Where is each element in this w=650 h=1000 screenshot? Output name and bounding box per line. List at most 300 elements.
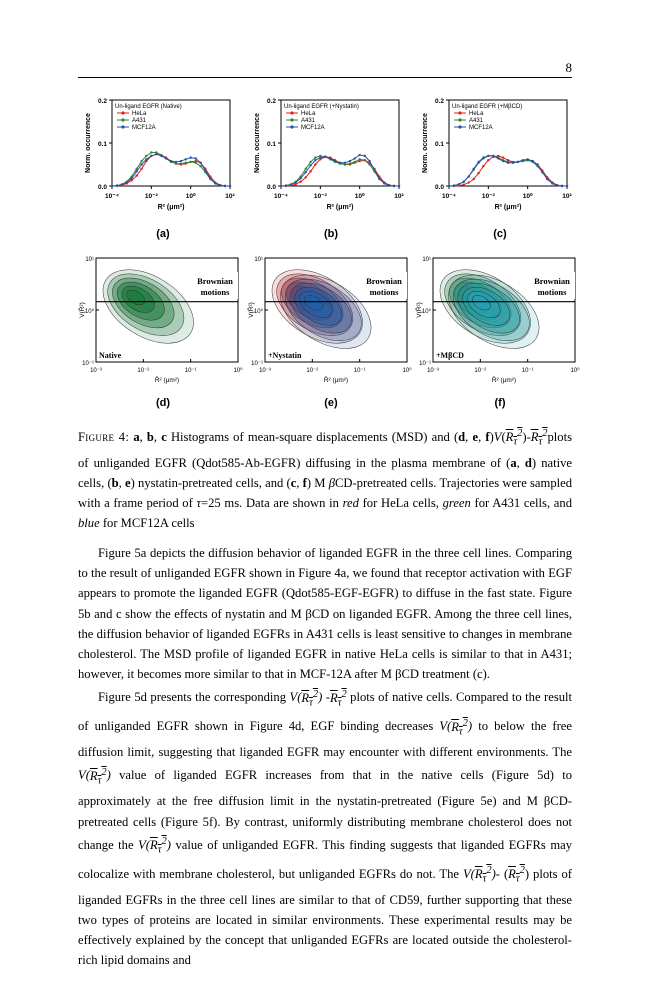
- y-tick-label: 0.1: [266, 141, 276, 148]
- data-point-MCF12A: [339, 162, 341, 164]
- region-label: motions: [200, 287, 230, 297]
- y-tick-label: 10⁰: [84, 309, 94, 315]
- contour-plot-e: [247, 254, 412, 394]
- x-tick-label: 10⁻²: [313, 193, 327, 200]
- legend-marker: [290, 118, 293, 121]
- plot-frame: [112, 100, 230, 186]
- caption-math: 2: [517, 428, 523, 439]
- data-point-MCF12A: [304, 171, 306, 173]
- data-point-MCF12A: [556, 184, 558, 186]
- para-math: 2: [341, 688, 347, 700]
- para-math: R: [451, 719, 459, 734]
- data-point-MCF12A: [541, 171, 543, 173]
- para-math: [329, 688, 347, 709]
- data-point-A431: [314, 156, 316, 158]
- y-tick-label: 0.2: [97, 98, 107, 105]
- y-axis-label: V(R̄²): [79, 302, 86, 318]
- data-point-MCF12A: [507, 162, 509, 164]
- para-math: τ: [97, 775, 102, 787]
- data-point-MCF12A: [531, 160, 533, 162]
- data-point-MCF12A: [467, 175, 469, 177]
- data-point-MCF12A: [285, 184, 287, 186]
- para-math: V(: [439, 719, 452, 734]
- histogram-chart-b: [247, 92, 412, 222]
- para-text: Figure 5d presents the corresponding: [98, 690, 290, 705]
- para-math: ): [318, 690, 323, 705]
- data-point-A431: [349, 162, 351, 164]
- data-point-HeLa: [309, 170, 311, 172]
- data-point-MCF12A: [383, 182, 385, 184]
- x-tick-label: 10²: [394, 193, 404, 200]
- panel-label-e: (e): [324, 397, 338, 409]
- legend-marker: [458, 111, 461, 114]
- data-point-MCF12A: [116, 184, 118, 186]
- para-math: R: [150, 837, 158, 852]
- para-math: 2: [101, 766, 107, 778]
- data-point-HeLa: [304, 176, 306, 178]
- plot-frame: [449, 100, 567, 186]
- legend-label: A431: [469, 118, 484, 124]
- data-point-MCF12A: [566, 185, 568, 187]
- para-math: τ: [157, 844, 162, 856]
- data-point-MCF12A: [224, 185, 226, 187]
- para-text: ) plots of liganded EGFRs in the three cell lines are similar to that of CD59, further supporting that these two types of proteins are located in similar environments. These experimental results may be effectively explained by the concept that unliganded EGFRs are located outside the cholesterol-rich lipid domains and: [78, 866, 572, 968]
- series-line-HeLa: [281, 157, 399, 186]
- data-point-MCF12A: [299, 177, 301, 179]
- data-point-MCF12A: [135, 170, 137, 172]
- data-point-MCF12A: [165, 157, 167, 159]
- data-point-MCF12A: [199, 162, 201, 164]
- contour-panel-e: [247, 254, 412, 394]
- condition-tag: +Nystatin: [268, 351, 302, 360]
- caption-sep: ,: [516, 455, 525, 470]
- data-point-A431: [189, 161, 191, 163]
- data-point-MCF12A: [170, 160, 172, 162]
- data-point-MCF12A: [453, 184, 455, 186]
- panel-label-b: (b): [323, 228, 339, 240]
- figure-caption: [78, 424, 572, 533]
- caption-math: 2: [542, 428, 548, 439]
- data-point-HeLa: [314, 163, 316, 165]
- caption-ref-a: a: [133, 430, 140, 445]
- y-tick-label: 10⁰: [421, 309, 431, 315]
- x-tick-label: 10⁰: [402, 368, 412, 374]
- caption-text: ): [489, 430, 494, 445]
- caption-text: plots of unliganded EGFR (Qdot585-Ab-EGFR) diffusing in the plasma membrane of (: [78, 430, 572, 470]
- y-tick-label: 0.0: [266, 184, 276, 191]
- region-label: Brownian: [366, 276, 402, 286]
- x-tick-label: 10⁰: [570, 368, 580, 374]
- y-tick-label: 10⁻¹: [82, 361, 94, 367]
- data-point-MCF12A: [280, 185, 282, 187]
- x-tick-label: 10⁻²: [474, 368, 487, 374]
- data-point-MCF12A: [219, 184, 221, 186]
- x-tick-label: 10⁻²: [144, 193, 158, 200]
- y-tick-label: 10¹: [85, 257, 94, 263]
- y-tick-label: 0.0: [434, 184, 444, 191]
- legend-label: MCF12A: [301, 125, 325, 131]
- data-point-MCF12A: [482, 156, 484, 158]
- plot-frame: [281, 100, 399, 186]
- para-math: [451, 717, 468, 738]
- legend-marker: [121, 118, 124, 121]
- x-tick-label: 10⁻⁴: [274, 193, 288, 200]
- caption-color-green: green: [442, 495, 471, 510]
- caption-math: (: [501, 430, 506, 445]
- caption-math: τ: [513, 436, 518, 448]
- legend-marker: [121, 125, 124, 128]
- histogram-panel-c: [415, 92, 580, 222]
- data-point-A431: [358, 158, 360, 160]
- para-math: ): [467, 719, 473, 734]
- legend-marker: [458, 118, 461, 121]
- data-point-MCF12A: [329, 157, 331, 159]
- caption-math: )-: [522, 430, 531, 445]
- data-point-MCF12A: [497, 157, 499, 159]
- data-point-MCF12A: [358, 154, 360, 156]
- data-point-A431: [180, 162, 182, 164]
- y-tick-label: 10⁻¹: [251, 361, 263, 367]
- header-rule: [78, 77, 572, 78]
- data-point-MCF12A: [512, 162, 514, 164]
- y-tick-label: 10¹: [254, 257, 263, 263]
- data-point-MCF12A: [463, 181, 465, 183]
- caption-ref-c: c: [161, 430, 167, 445]
- caption-math: β: [328, 475, 335, 490]
- para-text: value of liganded EGFR increases from that in the native cells (Figure 5d) to approximately at the free diffusion limit in the nystatin-pretreated (Figure 5e) and M βCD-pretreated cells (Figure 5f). By contrast, uniformly distributing membrane cholesterol does not change the: [78, 768, 572, 852]
- body-text: [78, 543, 572, 970]
- data-point-MCF12A: [368, 160, 370, 162]
- para-math: V(: [462, 866, 475, 881]
- data-point-A431: [194, 162, 196, 164]
- x-tick-label: 10⁻³: [259, 368, 271, 374]
- region-label: motions: [369, 287, 399, 297]
- para-math: [289, 688, 323, 709]
- para-math: [150, 835, 167, 856]
- y-axis-label: Norm. occurrence: [85, 113, 92, 173]
- para-math: [301, 688, 319, 709]
- para-text: - (: [495, 866, 509, 881]
- data-point-MCF12A: [194, 157, 196, 159]
- data-point-HeLa: [502, 156, 504, 158]
- data-point-MCF12A: [502, 160, 504, 162]
- legend-marker: [290, 111, 293, 114]
- para-math: ): [491, 866, 496, 881]
- caption-ref-b: b: [146, 430, 154, 445]
- caption-sep: ,: [153, 430, 162, 445]
- x-axis-label: R̄² (μm²): [323, 377, 349, 384]
- caption-sep: ,: [478, 430, 486, 445]
- para-math: R: [508, 866, 516, 881]
- caption-ref-e: e: [125, 475, 131, 490]
- data-point-MCF12A: [517, 161, 519, 163]
- data-point-MCF12A: [398, 185, 400, 187]
- x-tick-label: 10⁻³: [90, 368, 102, 374]
- data-point-MCF12A: [354, 157, 356, 159]
- para-text: value of unliganded EGFR. This finding suggests that liganded EGFRs may colocalize with membrane cholesterol, but unliganded EGFRs do not. The: [78, 837, 573, 881]
- data-point-HeLa: [482, 165, 484, 167]
- legend-label: A431: [301, 118, 316, 124]
- data-point-MCF12A: [349, 160, 351, 162]
- para-math: [462, 864, 496, 885]
- data-point-MCF12A: [448, 185, 450, 187]
- para-math: V(: [289, 690, 302, 705]
- para-text: to below the free diffusion limit, suggesting that liganded EGFR may encounter with different environments. The: [78, 719, 572, 760]
- x-axis-label: R² (μm²): [326, 204, 354, 211]
- data-point-MCF12A: [492, 155, 494, 157]
- data-point-A431: [185, 162, 187, 164]
- x-tick-label: 10⁰: [185, 193, 196, 200]
- histogram-chart-c: [415, 92, 580, 222]
- caption-math: R: [505, 430, 514, 445]
- data-point-A431: [145, 155, 147, 157]
- data-point-HeLa: [477, 172, 479, 174]
- data-point-MCF12A: [295, 181, 297, 183]
- y-tick-label: 10¹: [422, 257, 431, 263]
- data-point-A431: [304, 168, 306, 170]
- data-point-MCF12A: [180, 160, 182, 162]
- x-tick-label: 10⁻¹: [353, 368, 366, 374]
- histogram-chart-a: [78, 92, 243, 222]
- caption-ref-d: d: [524, 455, 532, 470]
- para-math: R: [89, 768, 98, 783]
- contour-panel-d: [78, 254, 243, 394]
- para-math: τ: [309, 697, 313, 709]
- caption-text: for MCF12A cells: [99, 515, 195, 530]
- legend-title: Un-ligand EGFR (+MβCD): [452, 104, 523, 110]
- y-axis-label: Norm. occurrence: [254, 113, 261, 173]
- data-point-A431: [368, 163, 370, 165]
- data-point-MCF12A: [472, 168, 474, 170]
- data-point-MCF12A: [477, 161, 479, 163]
- data-point-MCF12A: [309, 164, 311, 166]
- para-math: [474, 864, 492, 885]
- data-point-HeLa: [140, 168, 142, 170]
- para-math: 2: [462, 717, 468, 729]
- region-label: Brownian: [534, 276, 570, 286]
- contour-plot-d: [78, 254, 243, 394]
- data-point-MCF12A: [324, 156, 326, 158]
- para-math: τ: [337, 697, 342, 709]
- data-point-MCF12A: [126, 181, 128, 183]
- x-tick-label: 10⁻⁴: [442, 193, 456, 200]
- para-math: [138, 835, 171, 856]
- data-point-MCF12A: [536, 164, 538, 166]
- x-tick-label: 10⁻⁴: [105, 193, 119, 200]
- caption-color-blue: blue: [78, 515, 100, 530]
- data-point-MCF12A: [140, 163, 142, 165]
- y-tick-label: 0.2: [434, 98, 444, 105]
- caption-math: [505, 428, 523, 448]
- contour-panel-f: [415, 254, 580, 394]
- legend-marker: [290, 125, 293, 128]
- data-point-MCF12A: [290, 184, 292, 186]
- data-point-MCF12A: [209, 177, 211, 179]
- x-tick-label: 10⁻²: [137, 368, 150, 374]
- data-point-A431: [140, 160, 142, 162]
- data-point-A431: [150, 151, 152, 153]
- x-tick-label: 10⁰: [233, 368, 243, 374]
- caption-ref-c: c: [290, 475, 297, 490]
- x-tick-label: 10⁻¹: [184, 368, 197, 374]
- data-point-MCF12A: [334, 160, 336, 162]
- legend-marker: [121, 111, 124, 114]
- data-point-MCF12A: [155, 153, 157, 155]
- y-tick-label: 0.1: [434, 141, 444, 148]
- data-point-MCF12A: [160, 155, 162, 157]
- caption-math: V: [493, 430, 502, 445]
- caption-sep: ,: [139, 430, 147, 445]
- legend-label: HeLa: [132, 111, 147, 117]
- y-axis-label: V(R̄²): [416, 302, 423, 318]
- series-line-A431: [281, 156, 399, 186]
- y-tick-label: 0.0: [97, 184, 107, 191]
- y-tick-label: 10⁰: [253, 309, 263, 315]
- data-point-HeLa: [472, 178, 474, 180]
- data-point-MCF12A: [175, 161, 177, 163]
- contour-plot-f: [415, 254, 580, 394]
- condition-tag: Native: [99, 351, 122, 360]
- para-math: R: [329, 690, 338, 705]
- legend-label: A431: [132, 118, 147, 124]
- caption-text: for A431 cells, and: [470, 495, 572, 510]
- caption-text: Histograms of mean-square displacements (MSD) and (: [166, 430, 459, 445]
- para-math: R: [474, 866, 483, 881]
- page-number: 8: [565, 60, 572, 75]
- data-point-HeLa: [299, 181, 301, 183]
- para-math: [89, 766, 107, 787]
- data-point-MCF12A: [373, 168, 375, 170]
- x-tick-label: 10⁻²: [481, 193, 495, 200]
- para-math: [439, 717, 473, 738]
- caption-math: R: [530, 430, 539, 445]
- data-point-MCF12A: [458, 183, 460, 185]
- data-point-MCF12A: [526, 158, 528, 160]
- paragraph-2: [78, 684, 572, 970]
- x-axis-label: R² (μm²): [494, 204, 522, 211]
- x-tick-label: 10⁻¹: [521, 368, 534, 374]
- para-text: plots of native cells. Compared to the result of unliganded EGFR shown in Figure 4d, EGF binding decreases: [78, 690, 573, 734]
- x-tick-label: 10⁻³: [427, 368, 439, 374]
- data-point-HeLa: [467, 181, 469, 183]
- para-math: 2: [486, 864, 492, 876]
- caption-text: =25 ms. Data are shown in: [201, 495, 343, 510]
- data-point-MCF12A: [363, 155, 365, 157]
- legend-label: MCF12A: [469, 125, 493, 131]
- data-point-MCF12A: [551, 182, 553, 184]
- para-math: 2: [519, 864, 525, 876]
- caption-ref-e: e: [472, 430, 479, 445]
- data-point-MCF12A: [185, 158, 187, 160]
- data-point-A431: [354, 161, 356, 163]
- para-math: τ: [515, 873, 520, 885]
- legend-marker: [458, 125, 461, 128]
- caption-sep: ,: [465, 430, 473, 445]
- para-math: τ: [458, 726, 463, 738]
- para-math: ): [106, 768, 111, 783]
- caption-ref-f: f: [302, 475, 307, 490]
- data-point-MCF12A: [319, 156, 321, 158]
- caption-ref-b: b: [111, 475, 119, 490]
- x-axis-label: R̄² (μm²): [154, 377, 180, 384]
- panel-label-d: (d): [155, 397, 171, 409]
- y-axis-label: V(R̄²): [248, 302, 255, 318]
- x-tick-label: 10⁰: [354, 193, 365, 200]
- para-math: τ: [482, 873, 487, 885]
- data-point-MCF12A: [121, 184, 123, 186]
- region-label: motions: [537, 287, 567, 297]
- caption-text: CD-pretreated cells. Trajectories were sampled with a frame period of: [78, 475, 573, 510]
- data-point-MCF12A: [487, 155, 489, 157]
- legend-label: MCF12A: [132, 125, 156, 131]
- x-tick-label: 10⁰: [522, 193, 533, 200]
- caption-ref-f: f: [485, 430, 490, 445]
- panel-label-a: (a): [156, 228, 170, 240]
- data-point-MCF12A: [145, 158, 147, 160]
- x-tick-label: 10²: [562, 193, 572, 200]
- data-point-A431: [199, 165, 201, 167]
- histogram-panel-a: [78, 92, 243, 222]
- legend-label: HeLa: [301, 111, 316, 117]
- x-tick-label: 10⁻²: [306, 368, 319, 374]
- data-point-MCF12A: [214, 182, 216, 184]
- y-tick-label: 10⁻¹: [419, 361, 431, 367]
- y-tick-label: 0.1: [97, 141, 107, 148]
- x-axis-label: R̄² (μm²): [491, 377, 517, 384]
- data-point-MCF12A: [546, 178, 548, 180]
- para-math: R: [301, 690, 310, 705]
- y-tick-label: 0.2: [266, 98, 276, 105]
- data-point-A431: [363, 159, 365, 161]
- data-point-MCF12A: [189, 156, 191, 158]
- data-point-MCF12A: [150, 155, 152, 157]
- caption-text: ) nystatin-pretreated cells, and (: [130, 475, 291, 490]
- data-point-MCF12A: [130, 177, 132, 179]
- data-point-MCF12A: [522, 159, 524, 161]
- data-point-MCF12A: [204, 169, 206, 171]
- caption-head: Figure 4:: [78, 430, 130, 445]
- data-point-MCF12A: [111, 185, 113, 187]
- caption-text: ) native cells, (: [78, 455, 573, 490]
- data-point-HeLa: [463, 184, 465, 186]
- caption-ref-a: a: [510, 455, 517, 470]
- para-math: V(: [138, 837, 150, 852]
- data-point-HeLa: [135, 174, 137, 176]
- para-math: 2: [312, 688, 319, 700]
- data-point-MCF12A: [314, 159, 316, 161]
- caption-sep: ,: [118, 475, 126, 490]
- caption-math: τ: [538, 436, 543, 448]
- para-text: -: [322, 690, 330, 705]
- para-math: [508, 864, 525, 885]
- data-point-MCF12A: [229, 185, 231, 187]
- panel-label-f: (f): [494, 397, 506, 409]
- caption-color-red: red: [342, 495, 359, 510]
- data-point-MCF12A: [344, 162, 346, 164]
- legend-title: Un-ligand EGFR (+Nystatin): [284, 104, 359, 110]
- para-math: ): [166, 837, 171, 852]
- caption-math: [530, 428, 548, 448]
- legend-label: HeLa: [469, 111, 484, 117]
- region-label: Brownian: [197, 276, 233, 286]
- data-point-MCF12A: [388, 184, 390, 186]
- y-axis-label: Norm. occurrence: [422, 113, 429, 173]
- caption-text: for HeLa cells,: [358, 495, 443, 510]
- para-math: [78, 766, 111, 787]
- caption-sep: ,: [296, 475, 303, 490]
- caption-math: τ: [196, 495, 202, 510]
- para-math: 2: [161, 835, 167, 847]
